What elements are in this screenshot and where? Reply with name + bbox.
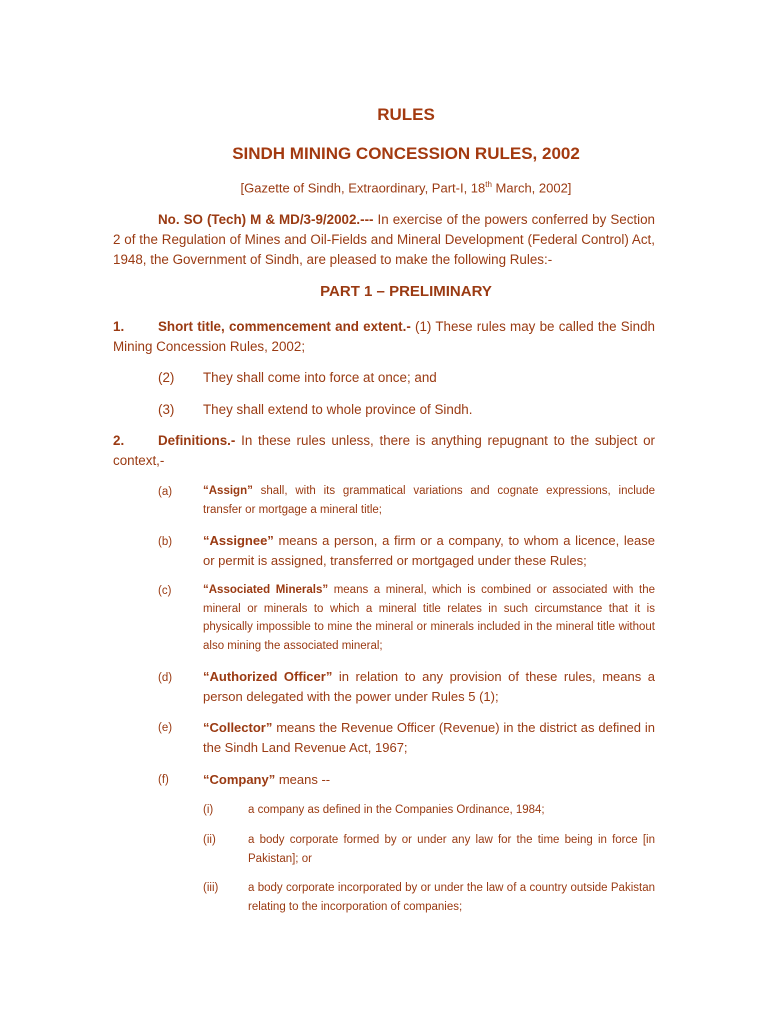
company-item-text: a company as defined in the Companies Ordinance, 1984; <box>248 804 545 816</box>
gazette-sup: th <box>485 180 492 189</box>
definition-label: (d) <box>158 672 173 684</box>
definition-text: in relation to any provision of these rules, means a person delegated with the power under Rules 5 (1); <box>203 669 655 704</box>
rule-1-paragraph <box>113 317 655 357</box>
definition-item <box>203 667 655 707</box>
rule-1-sub-2-label: (2) <box>158 370 175 385</box>
rule-2-number: 2. <box>113 433 125 448</box>
definition-label: (f) <box>158 774 169 786</box>
rule-2-paragraph <box>113 431 655 471</box>
definition-term: “Collector” <box>203 720 273 735</box>
preamble-paragraph <box>113 210 655 270</box>
definition-item <box>203 482 655 519</box>
definition-item <box>203 770 655 790</box>
definition-label: (b) <box>158 536 173 548</box>
definition-term: “Associated Minerals” <box>203 584 329 596</box>
rule-1-sub-2-text: They shall come into force at once; and <box>203 370 437 385</box>
gazette-prefix: [Gazette of Sindh, Extraordinary, Part-I, 18 <box>240 180 486 196</box>
company-item-label: (ii) <box>203 834 216 846</box>
rule-1-heading: Short title, commencement and extent.- <box>158 319 411 334</box>
rule-1-number: 1. <box>113 319 125 334</box>
rule-1-sub-3-label: (3) <box>158 402 175 417</box>
rule-2-text: In these rules unless, there is anything repugnant to the subject or context,- <box>113 433 655 468</box>
rule-2-heading: Definitions.- <box>158 433 236 448</box>
document-title: SINDH MINING CONCESSION RULES, 2002 <box>232 144 580 163</box>
document-heading: RULES <box>377 105 435 124</box>
definition-item <box>203 581 655 655</box>
definition-label: (c) <box>158 585 172 597</box>
gazette-suffix: March, 2002] <box>491 180 572 196</box>
preamble-text: In exercise of the powers conferred by Section 2 of the Regulation of Mines and Oil-Fields and Mineral Development (Federal Control) Act, 1948, the Government of Sindh, are pleased to make the following Rules:- <box>113 212 655 267</box>
gazette-reference <box>0 180 768 195</box>
definition-text: means a person, a firm or a company, to whom a licence, lease or permit is assigned, transferred or mortgaged under these Rules; <box>203 533 655 568</box>
definition-term: “Company” <box>203 772 276 787</box>
company-item-text: a body corporate formed by or under any law for the time being in force [in Pakistan]; or <box>248 834 655 865</box>
part-heading: PART 1 – PRELIMINARY <box>320 283 492 300</box>
definition-item <box>203 718 655 758</box>
definition-item <box>203 531 655 571</box>
definition-text: means the Revenue Officer (Revenue) in the district as defined in the Sindh Land Revenue Act, 1967; <box>203 720 655 755</box>
company-item-label: (i) <box>203 804 214 816</box>
definition-term: “Assignee” <box>203 533 274 548</box>
definition-text: means a mineral, which is combined or associated with the mineral or minerals to which a mineral title relates in such circumstance that it is physically impossible to mine the mineral or minerals included in the mineral title without also mining the associated mineral; <box>203 584 655 652</box>
rule-1-sub-3-text: They shall extend to whole province of Sindh. <box>203 402 473 417</box>
definition-term: “Assign” <box>203 485 253 497</box>
definition-label: (a) <box>158 486 173 498</box>
company-item-label: (iii) <box>203 882 219 894</box>
rule-1-text: (1) These rules may be called the Sindh Mining Concession Rules, 2002; <box>113 319 656 354</box>
preamble-reference: No. SO (Tech) M & MD/3-9/2002.--- <box>158 212 374 227</box>
definition-label: (e) <box>158 722 173 734</box>
definition-term: “Authorized Officer” <box>203 669 333 684</box>
definition-text: shall, with its grammatical variations and cognate expressions, include transfer or mortgage a mineral title; <box>203 485 655 516</box>
definition-text: means -- <box>275 772 331 787</box>
company-item-text: a body corporate incorporated by or under the law of a country outside Pakistan relating to the incorporation of companies; <box>248 882 655 913</box>
